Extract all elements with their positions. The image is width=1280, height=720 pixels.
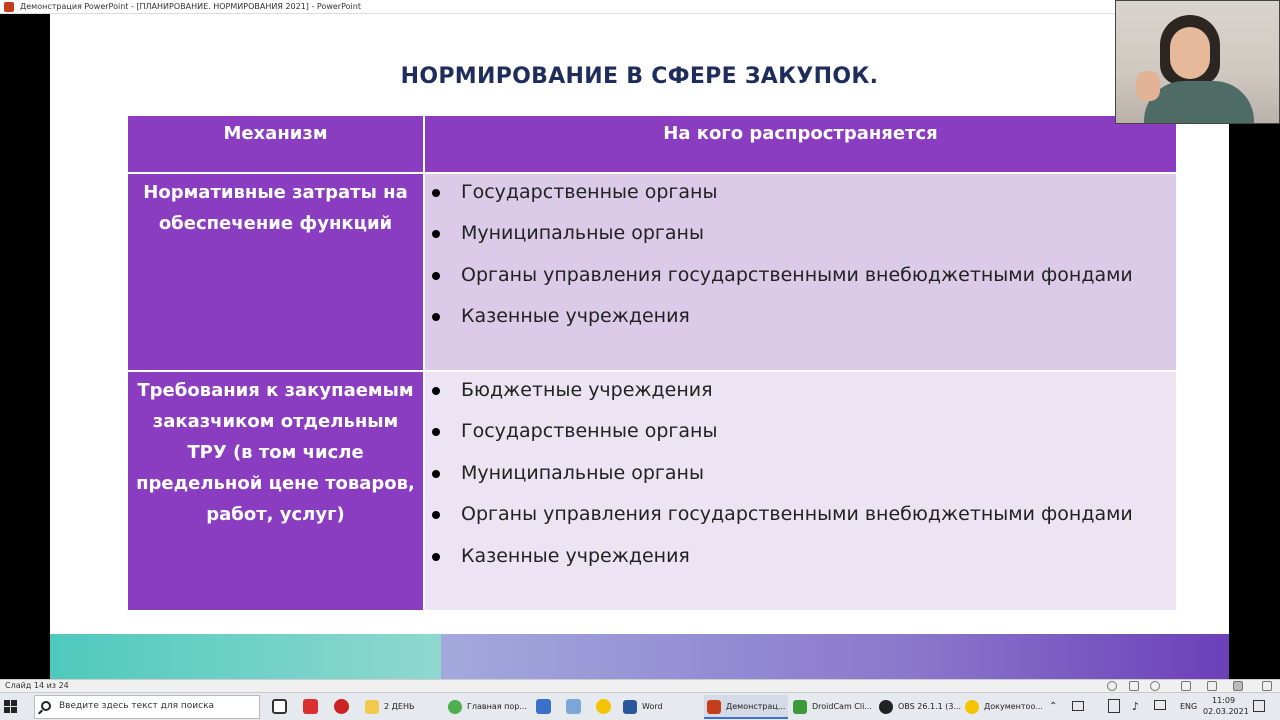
anydesk-icon[interactable]	[303, 699, 318, 714]
language-indicator[interactable]: ENG	[1180, 702, 1198, 711]
list-item: Казенные учреждения	[425, 541, 1176, 582]
taskbar-app-1c-docs[interactable]: Документоо...	[962, 695, 1042, 719]
chevron-up-icon[interactable]: ⌃	[1049, 701, 1058, 712]
left-letterbox	[0, 14, 50, 679]
slide-title: НОРМИРОВАНИЕ В СФЕРЕ ЗАКУПОК.	[400, 64, 879, 89]
speaker-icon[interactable]: ♪	[1132, 700, 1140, 713]
list-item: Органы управления государственными внебюджетными фондами	[425, 260, 1176, 301]
slideshow-view-icon[interactable]	[1233, 681, 1243, 691]
bullet-icon	[432, 230, 440, 238]
slide-counter: Слайд 14 из 24	[5, 681, 69, 690]
word-icon	[623, 700, 637, 714]
slide-footer-band-purple	[441, 634, 1229, 679]
bullet-icon	[432, 511, 440, 519]
notifications-icon[interactable]	[1253, 700, 1265, 712]
1c-icon[interactable]	[596, 699, 611, 714]
search-placeholder: Введите здесь текст для поиска	[59, 701, 215, 711]
webcam-overlay	[1115, 0, 1280, 124]
1c-icon	[965, 700, 979, 714]
powerpoint-icon	[4, 2, 14, 12]
list-item: Бюджетные учреждения	[425, 375, 1176, 416]
presentation-slide	[50, 14, 1229, 679]
row2-scope-list	[425, 372, 1176, 610]
bullet-icon	[432, 387, 440, 395]
previous-slide-icon[interactable]	[1107, 681, 1117, 691]
taskbar-app-droidcam[interactable]: DroidCam Cli...	[790, 695, 874, 719]
powerpoint-icon	[707, 700, 721, 714]
list-item: Муниципальные органы	[425, 458, 1176, 499]
bullet-icon	[432, 553, 440, 561]
header-mechanism: Механизм	[128, 116, 423, 172]
powerpoint-statusbar	[0, 679, 1280, 692]
bullet-icon	[432, 272, 440, 280]
bullet-icon	[432, 189, 440, 197]
network-icon[interactable]	[1072, 701, 1084, 711]
windows-start-icon[interactable]	[4, 700, 18, 714]
header-scope: На кого распространяется	[425, 116, 1176, 172]
bullet-icon	[432, 470, 440, 478]
list-item: Государственные органы	[425, 416, 1176, 457]
folder-icon	[365, 700, 379, 714]
window-titlebar	[0, 0, 1280, 14]
search-icon	[41, 701, 51, 711]
presenter-body	[1144, 81, 1254, 124]
presenter-hand	[1136, 71, 1160, 101]
zoom-icon[interactable]	[1262, 681, 1272, 691]
clock-date[interactable]: 02.03.2021	[1203, 707, 1249, 716]
taskbar-app-folder[interactable]: 2 ДЕНЬ	[362, 695, 442, 719]
list-item: Органы управления государственными внебюджетными фондами	[425, 499, 1176, 540]
battery-icon[interactable]	[1154, 700, 1166, 710]
row2-mechanism: Требования к закупаемым заказчиком отдельным ТРУ (в том числе предельной цене товаров, работ, услуг)	[128, 372, 423, 610]
row1-mechanism: Нормативные затраты на обеспечение функций	[128, 174, 423, 370]
row1-scope-list	[425, 174, 1176, 370]
taskbar-app-chrome[interactable]: Главная пор...	[445, 695, 529, 719]
taskbar-search-box[interactable]	[34, 695, 260, 719]
chrome-icon	[448, 700, 462, 714]
storage-icon[interactable]	[1108, 699, 1120, 713]
clock-time[interactable]: 11:09	[1212, 696, 1236, 705]
list-item: Муниципальные органы	[425, 218, 1176, 259]
slide-menu-icon[interactable]	[1129, 681, 1139, 691]
list-item: Государственные органы	[425, 177, 1176, 218]
taskbar-app-powerpoint[interactable]: Демонстрац...	[704, 695, 788, 719]
droidcam-icon	[793, 700, 807, 714]
next-slide-icon[interactable]	[1150, 681, 1160, 691]
windows-taskbar	[0, 692, 1280, 720]
person-icon[interactable]	[536, 699, 551, 714]
bullet-icon	[432, 313, 440, 321]
obs-icon	[879, 700, 893, 714]
taskbar-app-word[interactable]: Word	[620, 695, 698, 719]
app-icon[interactable]	[334, 699, 349, 714]
task-view-icon[interactable]	[272, 699, 287, 714]
calculator-icon[interactable]	[566, 699, 581, 714]
window-title: Демонстрация PowerPoint - [ПЛАНИРОВАНИЕ. НОРМИРОВАНИЯ 2021] - PowerPoint	[20, 2, 361, 11]
taskbar-app-obs[interactable]: OBS 26.1.1 (3...	[876, 695, 960, 719]
bullet-icon	[432, 428, 440, 436]
normal-view-icon[interactable]	[1181, 681, 1191, 691]
reading-view-icon[interactable]	[1207, 681, 1217, 691]
presenter-face	[1170, 27, 1210, 79]
slide-footer-band-teal	[50, 634, 441, 679]
list-item: Казенные учреждения	[425, 301, 1176, 342]
